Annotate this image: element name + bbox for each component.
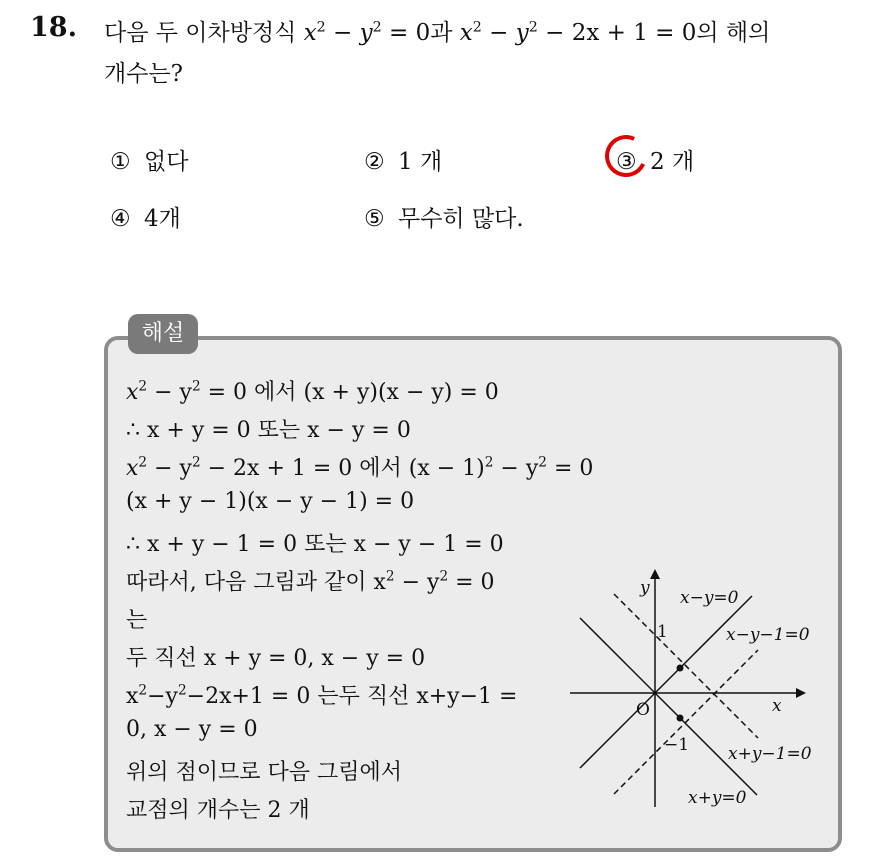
option-3[interactable]: ③ 2 개	[616, 149, 695, 175]
solution-line-12: 교점의 개수는 2 개	[126, 798, 310, 823]
label-x-plus-y-minus-1: x+y−1=0	[728, 744, 812, 764]
solution-line-9: $x^2-y^2-2x+1 = 0$ 는두 직선 x+y−1 =	[126, 682, 518, 709]
x-axis-arrow	[796, 688, 806, 698]
question-number: 18.	[30, 12, 77, 43]
solution-line-10: 0, x − y = 0	[126, 717, 258, 742]
label-x-minus-y-minus-1: x−y−1=0	[726, 625, 810, 645]
line-x-minus-y-minus-1	[614, 650, 758, 794]
intersection-point-upper	[677, 665, 684, 672]
solution-graph	[560, 565, 830, 815]
solution-line-3: $x^2 - y^2 - 2x + 1 = 0$ 에서 $(x - 1)^2 - y^2 = 0$	[126, 454, 594, 481]
y-axis-label: y	[640, 578, 650, 598]
label-one: 1	[657, 622, 668, 642]
solution-line-8: 두 직선 x + y = 0, x − y = 0	[126, 646, 426, 671]
label-x-plus-y: x+y=0	[688, 788, 747, 808]
origin-label: O	[636, 700, 650, 720]
option-1[interactable]: ① 없다	[110, 149, 189, 175]
label-x-minus-y: x−y=0	[680, 588, 739, 608]
solution-line-5: ∴ x + y − 1 = 0 또는 x − y − 1 = 0	[126, 532, 504, 557]
label-minus-one: −1	[664, 735, 690, 755]
question-line-2: 개수는?	[104, 61, 183, 87]
y-axis-arrow	[650, 569, 660, 579]
intersection-point-lower	[677, 715, 684, 722]
x-axis-label: x	[772, 696, 782, 716]
option-4[interactable]: ④ 4개	[110, 206, 181, 232]
option-5[interactable]: ⑤ 무수히 많다.	[364, 206, 524, 232]
solution-line-6: 따라서, 다음 그림과 같이 $x^2 - y^2 = 0$	[126, 568, 495, 595]
solution-line-4: (x + y − 1)(x − y − 1) = 0	[126, 489, 415, 514]
solution-line-1: $x^2 - y^2 = 0$ 에서 (x + y)(x − y) = 0	[126, 378, 499, 405]
question-line-1: 다음 두 이차방정식 $x^2 - y^2 = 0$과 $x^2 - y^2 - 2x + 1 = 0$의 해의	[104, 19, 771, 46]
option-2[interactable]: ② 1 개	[364, 149, 443, 175]
solution-line-2: ∴ x + y = 0 또는 x − y = 0	[126, 418, 411, 443]
solution-tag: 해설	[128, 314, 198, 354]
solution-line-7: 는	[126, 608, 148, 633]
solution-line-11: 위의 점이므로 다음 그림에서	[126, 760, 403, 785]
